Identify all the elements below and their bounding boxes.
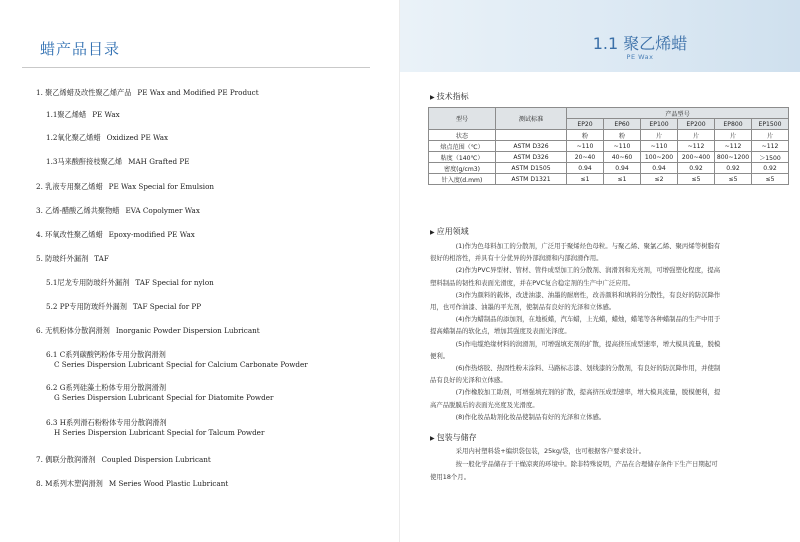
table-model-cell: EP200 — [678, 119, 715, 130]
table-cell: 0.94 — [604, 163, 641, 174]
toc-item — [46, 133, 168, 143]
triangle-bullet-icon: ▶ — [430, 94, 435, 101]
table-cell: ≤5 — [715, 174, 752, 185]
table-row-label: 密度(g/cm3) — [429, 163, 496, 174]
toc-item — [36, 455, 211, 465]
table-cell: 200~400 — [678, 152, 715, 163]
table-cell: 片 — [678, 130, 715, 141]
table-model-cell: EP1500 — [752, 119, 789, 130]
table-cell: 0.92 — [715, 163, 752, 174]
toc-item-en: H Series Dispersion Lubricant Special for Talcum Powder — [54, 428, 265, 437]
packaging-line: 使用18个月。 — [430, 473, 471, 481]
table-model-cell: EP20 — [567, 119, 604, 130]
toc-item — [46, 418, 264, 437]
triangle-bullet-icon: ▶ — [430, 435, 435, 442]
application-line: 提高蜡制品的软化点，增加其强度及表面光泽度。 — [430, 327, 571, 336]
toc-item-en: M Series Wood Plastic Lubricant — [108, 479, 229, 488]
tech-section-heading: ▶ 技术指标 — [430, 92, 469, 101]
table-cell: 0.92 — [752, 163, 789, 174]
toc-item — [36, 88, 259, 98]
toc-item-en: PE Wax and Modified PE Product — [137, 88, 259, 97]
triangle-bullet-icon: ▶ — [430, 229, 435, 236]
toc-item — [36, 182, 214, 192]
packaging-line: 采用内衬塑料袋+编织袋包装，25kg/袋，也可根据客户要求设计。 — [455, 447, 646, 455]
toc-item-en: PE Wax Special for Emulsion — [108, 182, 215, 191]
toc-item — [46, 157, 189, 167]
toc-item-cn: 1.1聚乙烯蜡 — [46, 110, 87, 119]
table-cell: ~112 — [752, 141, 789, 152]
table-cell: 0.94 — [641, 163, 678, 174]
table-row-label: 粘度（140℃） — [429, 152, 496, 163]
table-cell: 0.94 — [567, 163, 604, 174]
toc-item-cn: 1.2氧化聚乙烯蜡 — [46, 133, 101, 142]
table-row-label: 状态 — [429, 130, 496, 141]
toc-item-cn: 7. 偶联分散润滑剂 — [36, 455, 96, 464]
page-subtitle: PE Wax — [626, 53, 654, 61]
application-line: 高产品脱膜后的表面光亮度及光滑度。 — [430, 400, 539, 409]
table-row — [429, 152, 789, 163]
toc-item-en: TAF Special for nylon — [135, 278, 214, 287]
spec-table — [428, 107, 789, 185]
toc-item-en: Inorganic Powder Dispersion Lubricant — [115, 326, 260, 335]
catalog-title: 蜡产品目录 — [40, 40, 121, 58]
table-cell: ≤5 — [752, 174, 789, 185]
application-line: 塑料制品的韧性和表面光滑度，并在PVC复合稳定剂的生产中广泛应用。 — [430, 278, 635, 287]
table-cell: 800~1200 — [715, 152, 752, 163]
toc-item — [46, 350, 308, 369]
application-line: 品有良好的光泽和立体感。 — [430, 376, 507, 385]
application-line: (5)作电缆绝缘材料的润滑剂，可增强填充剂的扩散，提高挤压成型速率，增大模具流量，脱模 — [455, 339, 721, 348]
table-row-label: 熔点范围（℃） — [429, 141, 496, 152]
application-line: (7)作橡胶加工助剂，可增强填充剂的扩散，提高挤压成型速率，增大模具流量，脱模便利，提 — [455, 388, 721, 397]
toc-item — [46, 110, 120, 120]
application-line: (6)作热熔胶、热固性粉末涂料、马路标志漆、划线漆的分散剂，有良好的防沉降作用，并使制 — [455, 364, 721, 372]
toc-item-cn: 5. 防玻纤外漏剂 — [36, 254, 89, 263]
table-row-std — [496, 130, 567, 141]
toc-item — [36, 230, 195, 240]
toc-item-en: C Series Dispersion Lubricant Special for Calcium Carbonate Powder — [54, 360, 308, 369]
table-row — [429, 141, 789, 152]
table-cell: 片 — [752, 130, 789, 141]
toc-item — [36, 206, 200, 216]
table-cell: ≤5 — [678, 174, 715, 185]
toc-item-en: MAH Grafted PE — [128, 157, 190, 166]
table-cell: ＞1500 — [752, 152, 789, 163]
table-cell: 粉 — [604, 130, 641, 141]
table-cell: ~110 — [567, 141, 604, 152]
table-row — [429, 174, 789, 185]
toc-item-cn: 6. 无机粉体分散润滑剂 — [36, 326, 110, 335]
table-row-std: ASTM D1321 — [496, 174, 567, 185]
toc-item-en: TAF Special for PP — [132, 302, 202, 311]
table-head-type: 型号 — [429, 108, 496, 130]
table-row-std: ASTM D1505 — [496, 163, 567, 174]
table-row-label: 针入度(d.mm) — [429, 174, 496, 185]
toc-item — [46, 302, 201, 312]
packaging-section-heading: ▶ 包装与储存 — [430, 433, 477, 442]
toc-item-cn: 5.1尼龙专用防玻纤外漏剂 — [46, 278, 130, 287]
table-model-cell: EP100 — [641, 119, 678, 130]
application-line: (8)作化妆品助剂化妆品使制品有好的光泽和立体感。 — [455, 412, 606, 421]
table-row — [429, 130, 789, 141]
toc-item-cn: 1.3马来酸酐接枝聚乙烯 — [46, 157, 123, 166]
application-line: 用，也可作油漆、油墨的平光剂，使制品有良好的光泽和立体感。 — [430, 303, 616, 311]
right-page — [400, 0, 800, 542]
toc-item-en: Epoxy-modified PE Wax — [108, 230, 195, 239]
application-line: (2)作为PVC异型材、管材、管件成型加工的分散剂、润滑剂和光亮剂，可增强塑化程度，提高 — [455, 266, 721, 275]
packaging-line: 按一般化学品储存于干燥凉爽的环境中。除非特殊说明，产品在合理储存条件下生产日期起可 — [455, 460, 718, 468]
toc-item — [36, 254, 109, 264]
table-row — [429, 163, 789, 174]
table-cell: ~110 — [604, 141, 641, 152]
table-cell: ≤2 — [641, 174, 678, 185]
table-cell: 100~200 — [641, 152, 678, 163]
toc-item-en: EVA Copolymer Wax — [125, 206, 200, 215]
toc-item — [46, 278, 214, 288]
page-title: 1.1 聚乙烯蜡 — [592, 34, 688, 53]
application-line: (3)作为颜料的载体，改进油漆、油墨的耐磨性，改善颜料和填料的分散性，有良好的防沉降作 — [455, 290, 721, 299]
toc-item-cn: 4. 环氧改性聚乙烯蜡 — [36, 230, 103, 239]
toc-item-en: PE Wax — [92, 110, 120, 119]
table-cell: 片 — [641, 130, 678, 141]
toc-item-en: Oxidized PE Wax — [106, 133, 169, 142]
toc-item-cn: 6.3 H系列滑石粉粉体专用分散润滑剂 — [46, 418, 167, 427]
table-row-std: ASTM D326 — [496, 152, 567, 163]
table-cell: 0.92 — [678, 163, 715, 174]
table-cell: ~112 — [715, 141, 752, 152]
table-row-std: ASTM D326 — [496, 141, 567, 152]
table-header-row — [429, 108, 789, 119]
table-cell: 20~40 — [567, 152, 604, 163]
table-cell: 40~60 — [604, 152, 641, 163]
toc-item — [46, 383, 273, 402]
toc-item-cn: 1. 聚乙烯蜡及改性聚乙烯产品 — [36, 88, 132, 97]
table-cell: ≤1 — [567, 174, 604, 185]
toc-item-cn: 2. 乳液专用聚乙烯蜡 — [36, 182, 103, 191]
application-section-heading: ▶ 应用领域 — [430, 227, 469, 236]
table-cell: 片 — [715, 130, 752, 141]
table-cell: ~112 — [678, 141, 715, 152]
toc-item-en: TAF — [94, 254, 109, 263]
table-cell: ≤1 — [604, 174, 641, 185]
title-divider — [22, 67, 370, 68]
toc-item-cn: 3. 乙烯-醋酸乙烯共聚物蜡 — [36, 206, 120, 215]
application-line: 很好的相溶性，并具有十分优异的外部润滑和内部润滑作用。 — [430, 254, 603, 263]
application-line: 便利。 — [430, 351, 450, 360]
toc-item-cn: 6.1 C系列碳酸钙粉体专用分散润滑剂 — [46, 350, 166, 359]
application-line: (1)作为色母料加工的分散剂，广泛用于聚烯烃色母粒。与聚乙烯、聚氯乙烯、聚丙烯等树脂有 — [455, 242, 721, 250]
toc-item-en: G Series Dispersion Lubricant Special for Diatomite Powder — [54, 393, 274, 402]
table-cell: ~110 — [641, 141, 678, 152]
table-model-cell: EP60 — [604, 119, 641, 130]
toc-item — [36, 326, 260, 336]
toc-item-cn: 8. M系列木塑润滑剂 — [36, 479, 103, 488]
table-head-product: 产品型号 — [567, 108, 789, 119]
toc-item-cn: 5.2 PP专用防玻纤外漏剂 — [46, 302, 127, 311]
table-model-cell: EP800 — [715, 119, 752, 130]
toc-item-cn: 6.2 G系列硅藻土粉体专用分散润滑剂 — [46, 383, 167, 392]
table-cell: 粉 — [567, 130, 604, 141]
toc-item-en: Coupled Dispersion Lubricant — [101, 455, 211, 464]
table-head-std: 测试标准 — [496, 108, 567, 130]
application-line: (4)作为蜡制品的添加剂，在地板蜡，汽车蜡，上光蜡，蜡烛，蜡笔等各种蜡制品的生产中用于 — [455, 315, 721, 324]
toc-item — [36, 479, 228, 489]
